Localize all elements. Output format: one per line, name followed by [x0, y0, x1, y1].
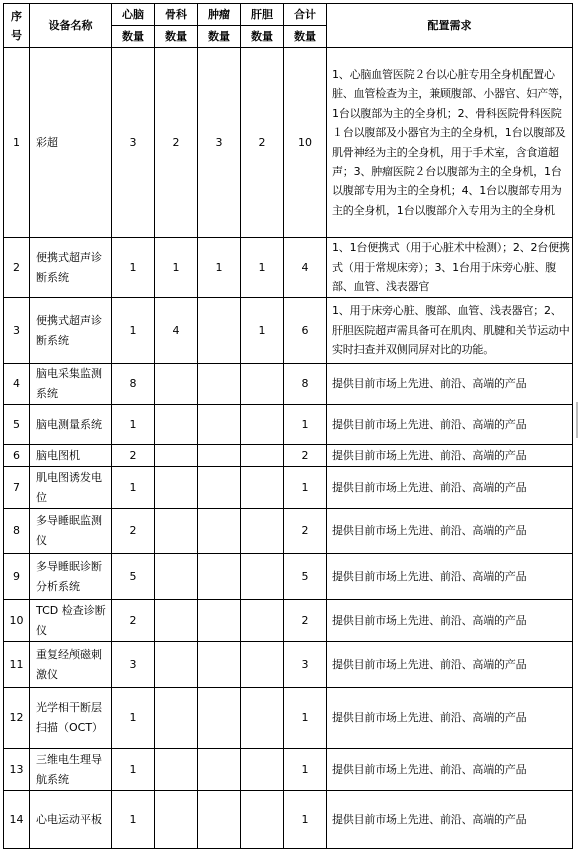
cell-name: 彩超 — [30, 48, 112, 238]
equipment-table — [3, 3, 573, 849]
cell-name: 多导睡眠监测仪 — [30, 509, 112, 554]
cell-cardio: 1 — [112, 405, 155, 445]
table-row — [4, 642, 573, 688]
cell-ortho — [155, 509, 198, 554]
cell-ortho — [155, 405, 198, 445]
cell-total: 1 — [284, 791, 327, 849]
header-tumor: 肿瘤 — [198, 4, 241, 26]
header-config: 配置需求 — [327, 4, 573, 48]
cell-config: 提供目前市场上先进、前沿、高端的产品 — [327, 642, 573, 688]
header-ortho-qty: 数量 — [155, 26, 198, 48]
cell-name: 便携式超声诊断系统 — [30, 238, 112, 298]
cell-name: 脑电采集监测系统 — [30, 364, 112, 405]
table-row — [4, 445, 573, 467]
cell-name: 光学相干断层扫描（OCT） — [30, 688, 112, 749]
cell-config: 提供目前市场上先进、前沿、高端的产品 — [327, 600, 573, 642]
cell-seq: 7 — [4, 467, 30, 509]
cell-hepato — [241, 405, 284, 445]
cell-hepato — [241, 445, 284, 467]
cell-tumor — [198, 791, 241, 849]
cell-total: 1 — [284, 405, 327, 445]
table-row — [4, 749, 573, 791]
cell-name: 便携式超声诊断系统 — [30, 298, 112, 364]
cell-ortho — [155, 364, 198, 405]
cell-tumor — [198, 688, 241, 749]
header-device-name: 设备名称 — [30, 4, 112, 48]
cell-config: 提供目前市场上先进、前沿、高端的产品 — [327, 688, 573, 749]
header-cardio: 心脑 — [112, 4, 155, 26]
cell-tumor — [198, 600, 241, 642]
cell-name: 多导睡眠诊断分析系统 — [30, 554, 112, 600]
table-row — [4, 688, 573, 749]
cell-cardio: 1 — [112, 791, 155, 849]
cell-total: 10 — [284, 48, 327, 238]
cell-ortho — [155, 467, 198, 509]
cell-name: 肌电图诱发电位 — [30, 467, 112, 509]
cell-cardio: 2 — [112, 445, 155, 467]
cell-hepato — [241, 364, 284, 405]
cell-name: 重复经颅磁刺激仪 — [30, 642, 112, 688]
cell-config: 1、心脑血管医院２台以心脏专用全身机配置心脏、血管检查为主，兼顾腹部、小器官、妇产等，1台以腹部为主的全身机；2、骨科医院骨科医院１台以腹部及小器官为主的全身机，1台以腹部及肌骨神经为主的全身机，用于手术室，含食道超声；3、肿瘤医院２台以腹部为主的全身机，1台以腹部专用为主的全身机；4、1台以腹部专用为主的全身机，1台以腹部介入专用为主的全身机 — [327, 48, 573, 238]
cell-config: 提供目前市场上先进、前沿、高端的产品 — [327, 509, 573, 554]
cell-seq: 3 — [4, 298, 30, 364]
table-row — [4, 238, 573, 298]
cell-hepato: 1 — [241, 238, 284, 298]
header-hepato: 肝胆 — [241, 4, 284, 26]
cell-total: 5 — [284, 554, 327, 600]
cell-tumor — [198, 445, 241, 467]
cell-total: 8 — [284, 364, 327, 405]
cell-cardio: 5 — [112, 554, 155, 600]
cell-cardio: 2 — [112, 600, 155, 642]
table-row — [4, 791, 573, 849]
cell-seq: 9 — [4, 554, 30, 600]
cell-config: 提供目前市场上先进、前沿、高端的产品 — [327, 364, 573, 405]
header-total: 合计 — [284, 4, 327, 26]
cell-name: TCD 检查诊断仪 — [30, 600, 112, 642]
cell-seq: 8 — [4, 509, 30, 554]
cell-cardio: 2 — [112, 509, 155, 554]
cell-ortho: 1 — [155, 238, 198, 298]
header-ortho: 骨科 — [155, 4, 198, 26]
cell-hepato — [241, 749, 284, 791]
cell-ortho — [155, 642, 198, 688]
cell-config: 提供目前市场上先进、前沿、高端的产品 — [327, 554, 573, 600]
cell-seq: 1 — [4, 48, 30, 238]
cell-seq: 10 — [4, 600, 30, 642]
table-row — [4, 364, 573, 405]
cell-cardio: 8 — [112, 364, 155, 405]
cell-cardio: 3 — [112, 48, 155, 238]
cell-config: 提供目前市场上先进、前沿、高端的产品 — [327, 445, 573, 467]
cell-tumor — [198, 554, 241, 600]
cell-config: 提供目前市场上先进、前沿、高端的产品 — [327, 749, 573, 791]
cell-tumor — [198, 749, 241, 791]
cell-hepato — [241, 509, 284, 554]
header-seq: 序 号 — [4, 4, 30, 48]
cell-hepato: 2 — [241, 48, 284, 238]
cell-hepato: 1 — [241, 298, 284, 364]
cell-ortho — [155, 749, 198, 791]
cell-name: 脑电图机 — [30, 445, 112, 467]
page-edge-divider — [576, 402, 578, 438]
cell-seq: 12 — [4, 688, 30, 749]
cell-cardio: 1 — [112, 749, 155, 791]
cell-ortho — [155, 445, 198, 467]
cell-seq: 13 — [4, 749, 30, 791]
table-row — [4, 509, 573, 554]
cell-seq: 4 — [4, 364, 30, 405]
header-hepato-qty: 数量 — [241, 26, 284, 48]
cell-tumor — [198, 364, 241, 405]
cell-hepato — [241, 642, 284, 688]
cell-cardio: 1 — [112, 238, 155, 298]
header-row-1 — [4, 4, 573, 26]
cell-hepato — [241, 688, 284, 749]
cell-config: 提供目前市场上先进、前沿、高端的产品 — [327, 791, 573, 849]
cell-cardio: 3 — [112, 642, 155, 688]
cell-total: 2 — [284, 509, 327, 554]
cell-hepato — [241, 600, 284, 642]
cell-name: 脑电测量系统 — [30, 405, 112, 445]
cell-config: 提供目前市场上先进、前沿、高端的产品 — [327, 405, 573, 445]
cell-config: 提供目前市场上先进、前沿、高端的产品 — [327, 467, 573, 509]
header-cardio-qty: 数量 — [112, 26, 155, 48]
cell-tumor — [198, 405, 241, 445]
table-row — [4, 467, 573, 509]
cell-seq: 2 — [4, 238, 30, 298]
cell-total: 3 — [284, 642, 327, 688]
cell-config: 1、用于床旁心脏、腹部、血管、浅表器官；2、肝胆医院超声需具备可在肌肉、肌腱和关节运动中实时扫查并双侧同屏对比的功能。 — [327, 298, 573, 364]
cell-ortho: 2 — [155, 48, 198, 238]
cell-seq: 6 — [4, 445, 30, 467]
header-tumor-qty: 数量 — [198, 26, 241, 48]
cell-cardio: 1 — [112, 688, 155, 749]
cell-ortho — [155, 554, 198, 600]
cell-ortho: 4 — [155, 298, 198, 364]
cell-tumor — [198, 298, 241, 364]
cell-total: 1 — [284, 749, 327, 791]
cell-tumor: 1 — [198, 238, 241, 298]
table-row — [4, 48, 573, 238]
cell-ortho — [155, 688, 198, 749]
cell-seq: 5 — [4, 405, 30, 445]
cell-name: 三维电生理导航系统 — [30, 749, 112, 791]
cell-tumor — [198, 467, 241, 509]
cell-tumor — [198, 509, 241, 554]
cell-hepato — [241, 467, 284, 509]
cell-cardio: 1 — [112, 467, 155, 509]
cell-total: 2 — [284, 600, 327, 642]
table-row — [4, 600, 573, 642]
cell-seq: 14 — [4, 791, 30, 849]
cell-total: 1 — [284, 467, 327, 509]
cell-hepato — [241, 791, 284, 849]
cell-tumor — [198, 642, 241, 688]
cell-total: 4 — [284, 238, 327, 298]
cell-config: 1、1台便携式（用于心脏术中检测）；2、2台便携式（用于常规床旁）；3、1台用于床旁心脏、腹部、血管、浅表器官 — [327, 238, 573, 298]
cell-total: 1 — [284, 688, 327, 749]
table-row — [4, 405, 573, 445]
table-row — [4, 298, 573, 364]
cell-total: 6 — [284, 298, 327, 364]
cell-name: 心电运动平板 — [30, 791, 112, 849]
cell-ortho — [155, 600, 198, 642]
table-row — [4, 554, 573, 600]
cell-seq: 11 — [4, 642, 30, 688]
cell-hepato — [241, 554, 284, 600]
cell-ortho — [155, 791, 198, 849]
cell-cardio: 1 — [112, 298, 155, 364]
cell-tumor: 3 — [198, 48, 241, 238]
header-total-qty: 数量 — [284, 26, 327, 48]
cell-total: 2 — [284, 445, 327, 467]
